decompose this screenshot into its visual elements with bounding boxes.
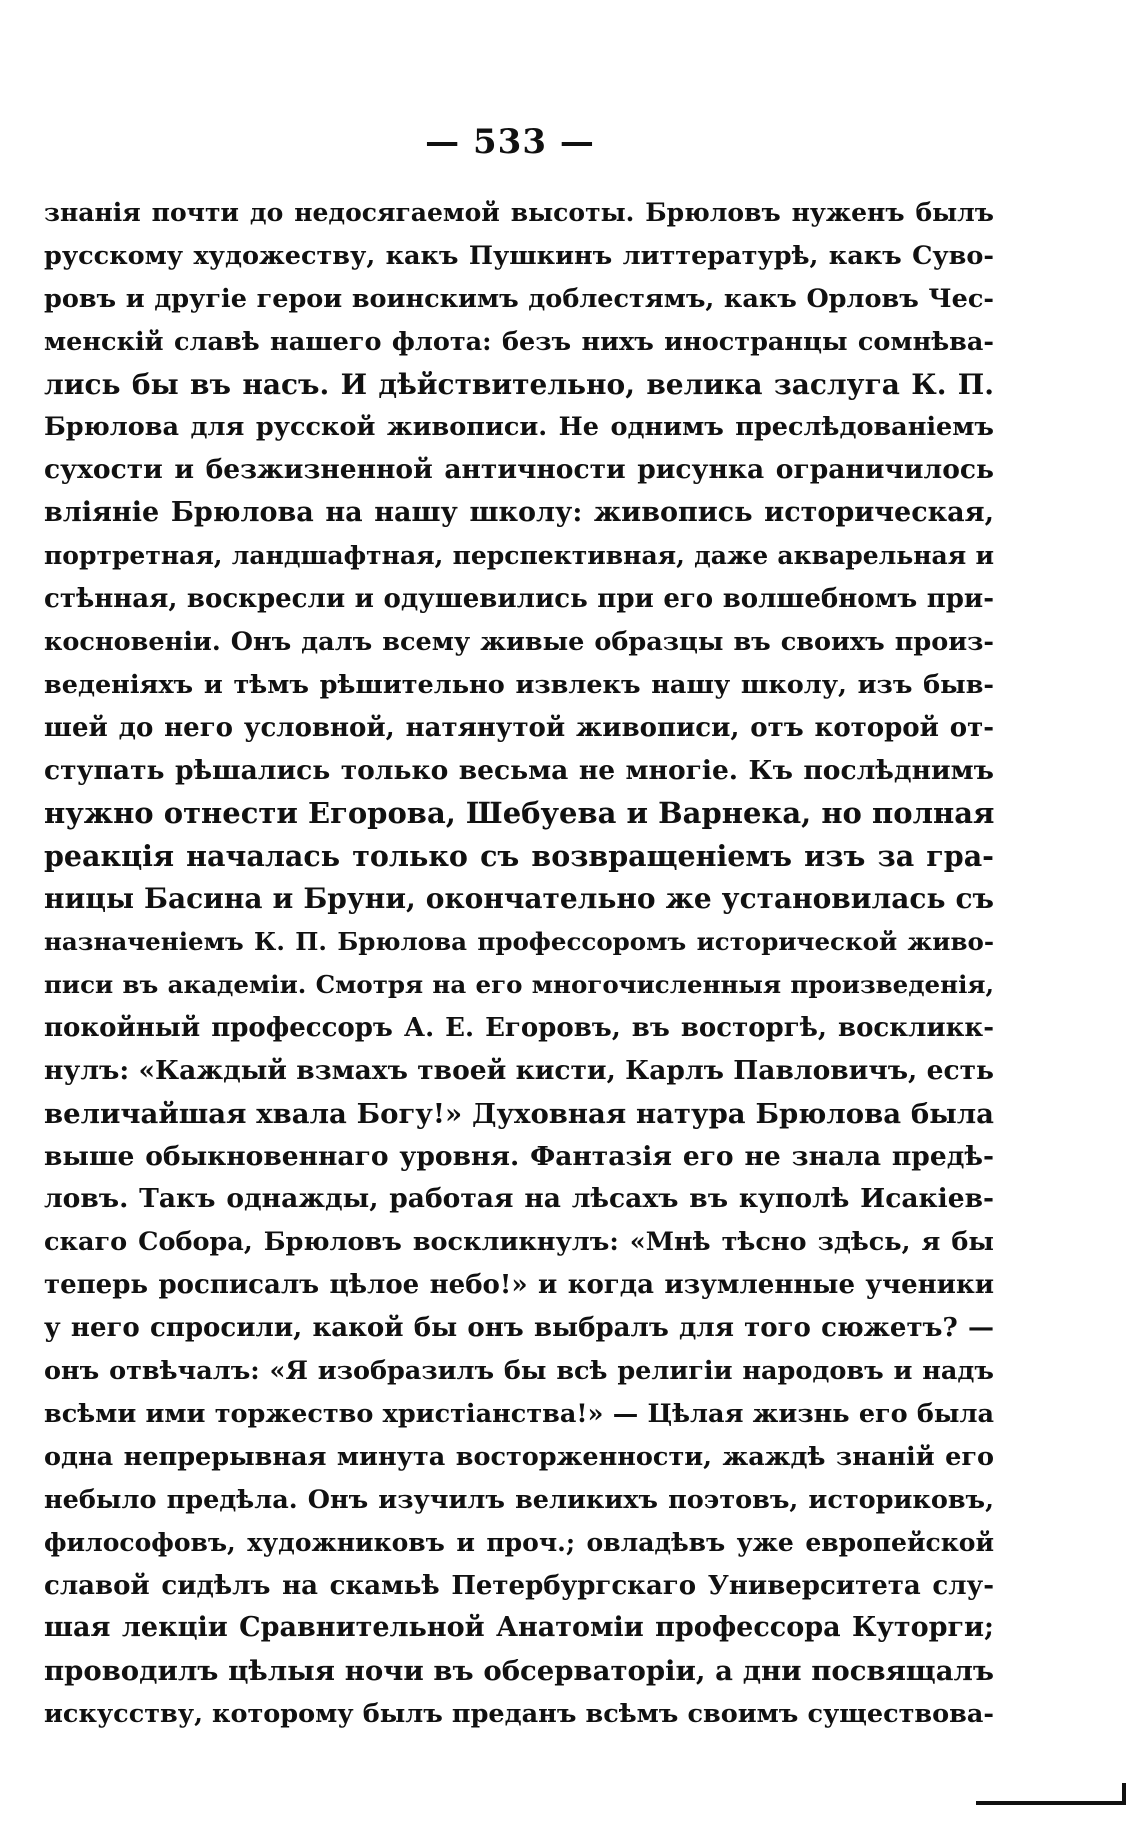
text-line: назначеніемъ К. П. Брюлова профессоромъ исторической живо- [44, 927, 994, 957]
text-line: скаго Собора, Брюловъ воскликнулъ: «Мнѣ тѣсно здѣсь, я бы [44, 1227, 994, 1258]
text-line: ровъ и другіе герои воинскимъ доблестямъ, какъ Орловъ Чес- [44, 283, 994, 314]
text-line: онъ отвѣчалъ: «Я изобразилъ бы всѣ религіи народовъ и надъ [44, 1356, 994, 1387]
text-line: сухости и безжизненной античности рисунка ограничилось [44, 454, 994, 486]
text-line: реакція началась только съ возвращеніемъ изъ за гра- [44, 839, 994, 874]
text-line: лись бы въ насъ. И дѣйствительно, велика заслуга К. П. [44, 367, 994, 401]
text-line: менскій славѣ нашего флота: безъ нихъ иностранцы сомнѣва- [44, 326, 994, 357]
text-line: писи въ академіи. Смотря на его многочисленныя произведенія, [44, 970, 994, 1000]
text-line: славой сидѣлъ на скамьѣ Петербургскаго Университета слу- [44, 1570, 994, 1601]
text-line: выше обыкновеннаго уровня. Фантазія его не знала предѣ- [44, 1140, 994, 1172]
text-line: портретная, ландшафтная, перспективная, даже акварельная и [44, 541, 994, 571]
text-line: одна непрерывная минута восторженности, жаждѣ знаній его [44, 1441, 994, 1472]
text-line: у него спросили, какой бы онъ выбралъ для того сюжетъ? — [44, 1313, 994, 1344]
text-line: веденіяхъ и тѣмъ рѣшительно извлекъ нашу школу, изъ быв- [44, 669, 994, 700]
text-line: искусству, которому былъ преданъ всѣмъ своимъ существова- [44, 1699, 994, 1730]
text-line: нужно отнести Егорова, Шебуева и Варнека, но полная [44, 796, 994, 831]
text-line: знанія почти до недосягаемой высоты. Брюловъ нуженъ былъ [44, 198, 994, 227]
corner-crop-mark [976, 1801, 1126, 1805]
text-line: вліяніе Брюлова на нашу школу: живопись историческая, [44, 497, 994, 529]
text-line: теперь росписалъ цѣлое небо!» и когда изумленные ученики [44, 1270, 994, 1301]
text-line: покойный профессоръ А. Е. Егоровъ, въ восторгѣ, воскликк- [44, 1012, 994, 1043]
text-line: русскому художеству, какъ Пушкинъ литтературѣ, какъ Суво- [44, 240, 994, 271]
text-line: проводилъ цѣлыя ночи въ обсерваторіи, а дни посвящалъ [44, 1655, 994, 1688]
page-number: — 533 — [425, 122, 595, 162]
text-line: нулъ: «Каждый взмахъ твоей кисти, Карлъ Павловичъ, есть [44, 1054, 994, 1086]
text-line: шая лекціи Сравнительной Анатоміи профессора Куторги; [44, 1612, 994, 1644]
text-line: ступать рѣшались только весьма не многіе. Къ послѣднимъ [44, 754, 994, 786]
text-line: всѣми ими торжество христіанства!» — Цѣлая жизнь его была [44, 1398, 994, 1429]
text-line: стѣнная, воскресли и одушевились при его волшебномъ при- [44, 584, 994, 615]
body-text [44, 192, 994, 1736]
text-line: философовъ, художниковъ и проч.; овладѣвъ уже европейской [44, 1527, 994, 1557]
text-line: величайшая хвала Богу!» Духовная натура Брюлова была [44, 1097, 994, 1130]
text-line: ницы Басина и Бруни, окончательно же установилась съ [44, 882, 994, 916]
text-line: косновеніи. Онъ далъ всему живые образцы въ своихъ произ- [44, 626, 994, 657]
text-line: небыло предѣла. Онъ изучилъ великихъ поэтовъ, историковъ, [44, 1484, 994, 1515]
text-line: Брюлова для русской живописи. Не однимъ преслѣдованіемъ [44, 412, 994, 443]
text-line: шей до него условной, натянутой живописи, отъ которой от- [44, 712, 994, 743]
text-line: ловъ. Такъ однажды, работая на лѣсахъ въ куполѣ Исакіев- [44, 1183, 994, 1215]
